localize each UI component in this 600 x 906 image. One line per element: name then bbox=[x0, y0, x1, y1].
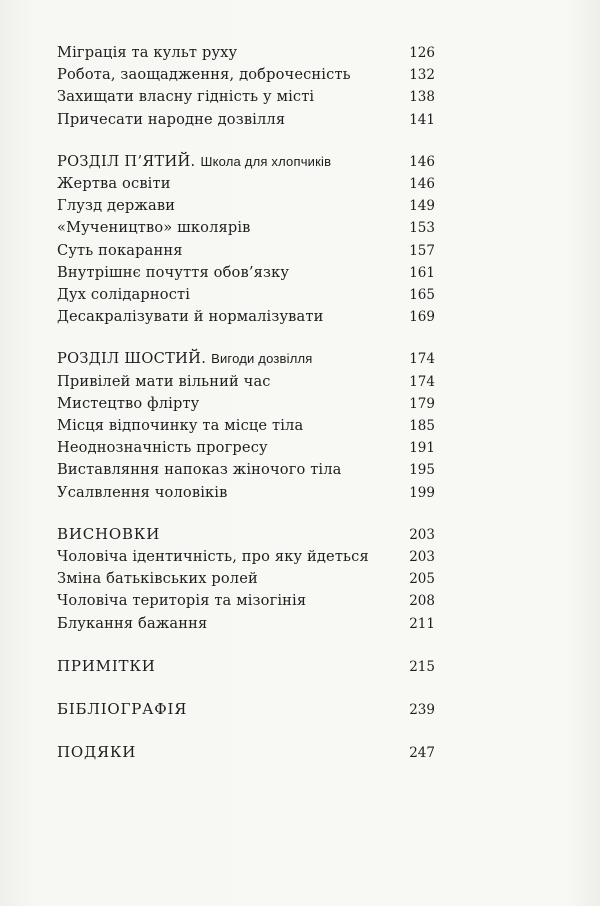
toc-entry-page: 138 bbox=[409, 89, 435, 106]
toc-entry-title: Робота, заощадження, доброчесність bbox=[57, 66, 351, 84]
toc-heading-title: ВИСНОВКИ bbox=[57, 524, 161, 543]
toc-entry-title: Причесати народне дозвілля bbox=[57, 110, 286, 128]
toc-entry-title: Виставляння напоказ жіночого тіла bbox=[57, 461, 342, 479]
conclusions-heading bbox=[57, 524, 435, 546]
toc-entry-title: Блукання бажання bbox=[57, 614, 208, 632]
toc-entry-title: Десакралізувати й нормалізувати bbox=[57, 308, 324, 326]
toc-entry-title: Зміна батьківських ролей bbox=[57, 570, 258, 588]
toc-entry bbox=[57, 240, 435, 262]
toc-entry-page: 215 bbox=[409, 658, 435, 675]
toc-entry-page: 205 bbox=[409, 571, 435, 588]
toc-entry-page: 185 bbox=[409, 418, 435, 435]
chapter-title: РОЗДІЛ ШОСТИЙ. bbox=[57, 350, 207, 368]
toc-entry-page: 132 bbox=[409, 67, 435, 84]
toc-entry bbox=[57, 415, 435, 437]
toc-entry-page: 174 bbox=[409, 351, 435, 368]
toc-entry-title: Місця відпочинку та місце тіла bbox=[57, 417, 304, 435]
toc-entry bbox=[57, 262, 435, 284]
toc-entry-title: Внутрішнє почуття обов’язку bbox=[57, 263, 290, 281]
toc-entry bbox=[57, 86, 435, 108]
chapter-six-heading bbox=[57, 348, 435, 370]
toc-entry-page: 157 bbox=[409, 242, 435, 259]
toc-entry-title: Глузд держави bbox=[57, 197, 176, 215]
chapter-title: РОЗДІЛ П’ЯТИЙ. bbox=[57, 152, 196, 170]
toc-entry bbox=[57, 393, 435, 415]
toc-entry-page: 169 bbox=[409, 309, 435, 326]
toc-entry bbox=[57, 109, 435, 131]
toc-entry-page: 174 bbox=[409, 373, 435, 390]
toc-entry-page: 161 bbox=[409, 264, 435, 281]
bibliography-heading bbox=[57, 699, 435, 721]
toc-entry-page: 149 bbox=[409, 198, 435, 215]
toc-entry-page: 195 bbox=[409, 462, 435, 479]
toc-entry-title: Мистецтво флірту bbox=[57, 394, 200, 412]
toc-heading-title: ПРИМІТКИ bbox=[57, 656, 156, 675]
toc-entry-title: Чоловіча територія та мізогінія bbox=[57, 592, 307, 610]
toc-entry bbox=[57, 568, 435, 590]
toc-entry-title: «Мучеництво» школярів bbox=[57, 219, 251, 237]
toc-entry-page: 191 bbox=[409, 440, 435, 457]
chapter-five-heading bbox=[57, 151, 435, 173]
toc-heading-title: ПОДЯКИ bbox=[57, 743, 137, 762]
toc-entry bbox=[57, 64, 435, 86]
chapter-subtitle: Школа для хлопчиків bbox=[200, 153, 332, 169]
toc-entry bbox=[57, 590, 435, 612]
toc-entry-title: Захищати власну гідність у місті bbox=[57, 88, 315, 106]
toc-entry-page: 203 bbox=[409, 526, 435, 543]
toc-entry-page: 211 bbox=[409, 615, 435, 632]
toc-entry-page: 179 bbox=[409, 395, 435, 412]
toc-entry bbox=[57, 173, 435, 195]
toc-entry-page: 208 bbox=[409, 593, 435, 610]
toc-entry bbox=[57, 546, 435, 568]
toc-entry-title: Привілей мати вільний час bbox=[57, 372, 271, 390]
toc-entry-title: Усалвлення чоловіків bbox=[57, 483, 228, 501]
toc-entry bbox=[57, 459, 435, 481]
toc-entry-page: 203 bbox=[409, 549, 435, 566]
notes-heading bbox=[57, 656, 435, 678]
toc-entry bbox=[57, 437, 435, 459]
toc-entry bbox=[57, 371, 435, 393]
toc-entry bbox=[57, 284, 435, 306]
toc-entry bbox=[57, 482, 435, 504]
toc-entry-page: 126 bbox=[409, 45, 435, 61]
toc-entry-page: 146 bbox=[409, 176, 435, 193]
chapter-subtitle: Вигоди дозвілля bbox=[211, 351, 313, 367]
toc-entry bbox=[57, 613, 435, 635]
toc-entry-title: Дух солідарності bbox=[57, 286, 191, 304]
table-of-contents bbox=[57, 42, 435, 764]
toc-entry-title: Чоловіча ідентичність, про яку йдеться bbox=[57, 548, 369, 566]
toc-entry bbox=[57, 306, 435, 328]
toc-entry bbox=[57, 217, 435, 239]
toc-entry bbox=[57, 195, 435, 217]
toc-entry-page: 141 bbox=[409, 111, 435, 128]
toc-entry-title: Міграція та культ руху bbox=[57, 44, 238, 61]
toc-entry-page: 199 bbox=[409, 484, 435, 501]
toc-entry-page: 165 bbox=[409, 287, 435, 304]
toc-entry-page: 153 bbox=[409, 220, 435, 237]
toc-entry-page: 239 bbox=[409, 702, 435, 719]
toc-entry-title: Суть покарання bbox=[57, 241, 183, 259]
toc-entry-title: Неоднозначність прогресу bbox=[57, 439, 268, 457]
toc-entry-page: 247 bbox=[409, 745, 435, 762]
acknowledgements-heading bbox=[57, 742, 435, 764]
toc-heading-title: БІБЛІОГРАФІЯ bbox=[57, 700, 188, 719]
toc-entry-page: 146 bbox=[409, 153, 435, 170]
toc-entry-title: Жертва освіти bbox=[57, 175, 171, 193]
toc-entry bbox=[57, 42, 435, 64]
